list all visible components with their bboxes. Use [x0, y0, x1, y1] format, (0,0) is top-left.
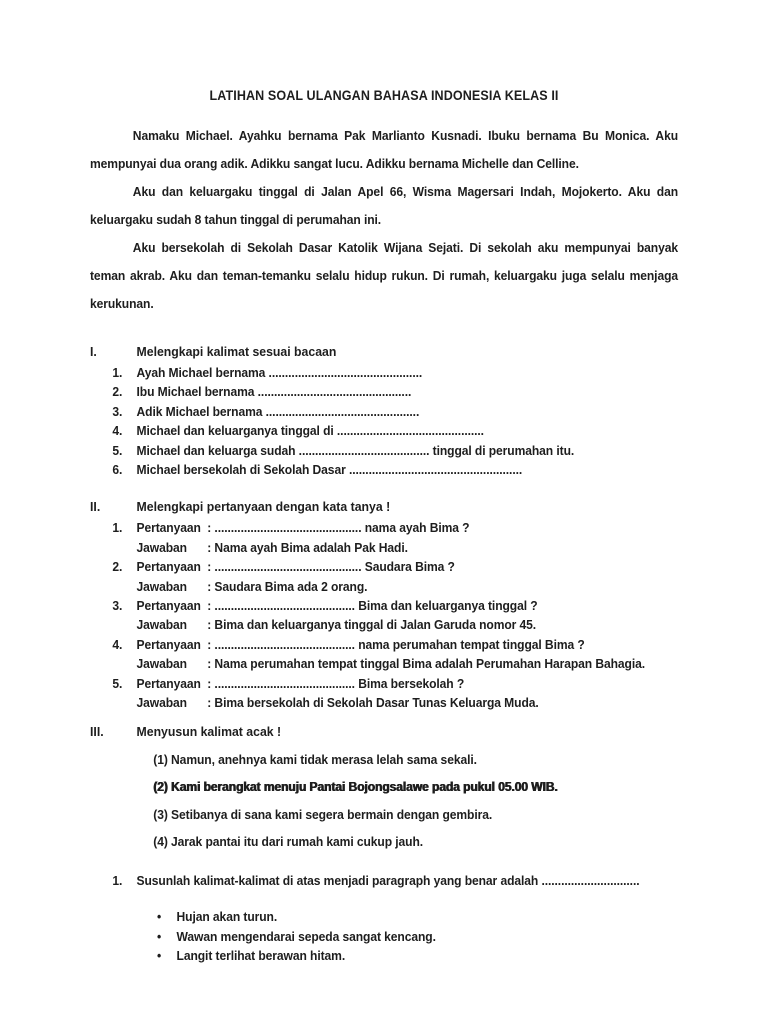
- qa-question-row: [90, 557, 678, 576]
- section-1-list: [90, 363, 678, 479]
- qa-question-row: [90, 596, 678, 615]
- document-content: [90, 86, 678, 966]
- qa-number-empty: [112, 693, 136, 712]
- qa-answer-row: [90, 654, 678, 673]
- section-2-numeral: II.: [90, 499, 101, 515]
- section-1-heading: [90, 342, 678, 362]
- qa-question-text: : ........................................... Bima bersekolah ?: [207, 675, 465, 691]
- section-1-numeral: I.: [90, 344, 97, 359]
- qa-answer-text: : Bima dan keluarganya tinggal di Jalan Garuda nomor 45.: [207, 617, 537, 633]
- qa-answer-label: Jawaban: [136, 539, 187, 555]
- qa-question-label: Pertanyaan: [136, 559, 201, 575]
- qa-question-row: [90, 674, 678, 693]
- qa-number: 3.: [112, 598, 123, 614]
- qa-answer-label: Jawaban: [136, 578, 187, 594]
- item-number: 2.: [112, 384, 123, 400]
- qa-answer-row: [90, 538, 678, 557]
- qa-answer-row: [90, 693, 678, 712]
- bullet-item: • Wawan mengendarai sepeda sangat kencang.: [155, 927, 678, 946]
- item-number: 1.: [112, 365, 123, 380]
- qa-answer-text: : Nama perumahan tempat tinggal Bima adalah Perumahan Harapan Bahagia.: [207, 656, 646, 672]
- qa-number-empty: [112, 654, 136, 673]
- qa-question-label: Pertanyaan: [136, 636, 201, 652]
- section-2: [90, 497, 678, 712]
- section-3-title: Menyusun kalimat acak !: [136, 723, 282, 739]
- fill-in-item: [90, 421, 678, 440]
- scrambled-sentences: [90, 750, 678, 853]
- section-3-numeral: III.: [90, 723, 104, 739]
- qa-question-label: Pertanyaan: [136, 598, 201, 614]
- item-number: 1.: [112, 873, 123, 888]
- fill-in-item: [90, 363, 678, 382]
- qa-answer-text: : Bima bersekolah di Sekolah Dasar Tunas Keluarga Muda.: [207, 695, 539, 711]
- item-number: 6.: [112, 462, 123, 478]
- qa-answer-label: Jawaban: [136, 617, 187, 633]
- fill-in-item: [90, 441, 678, 460]
- qa-question-text: : ............................................. nama ayah Bima ?: [207, 520, 470, 536]
- fill-in-item: [90, 460, 678, 479]
- scrambled-sentence-1: (1) Namun, anehnya kami tidak merasa lelah sama sekali.: [153, 751, 477, 767]
- item-text: Ibu Michael bernama ...............................................: [136, 384, 412, 400]
- reading-paragraph-2: Aku dan keluargaku tinggal di Jalan Apel 66, Wisma Magersari Indah, Mojokerto. Aku dan keluargaku sudah 8 tahun tinggal di perumahan ini.: [90, 184, 679, 227]
- qa-question-text: : ............................................. Saudara Bima ?: [207, 559, 455, 575]
- fill-in-item: [90, 402, 678, 421]
- item-number: 5.: [112, 442, 123, 458]
- item-text: Ayah Michael bernama ...............................................: [136, 365, 423, 380]
- scrambled-sentence-4: (4) Jarak pantai itu dari rumah kami cukup jauh.: [153, 834, 424, 849]
- qa-number: 2.: [112, 559, 123, 575]
- bullet-list: [155, 907, 678, 965]
- item-text: Michael dan keluarganya tinggal di .............................................: [136, 423, 484, 439]
- item-text: Adik Michael bernama ...............................................: [136, 403, 420, 419]
- section-3: [90, 722, 678, 966]
- qa-number: 1.: [112, 520, 123, 536]
- arrange-question-row: [90, 871, 678, 890]
- item-text: Michael dan keluarga sudah ........................................ tinggal di perumahan itu.: [136, 442, 575, 458]
- qa-answer-label: Jawaban: [136, 656, 187, 672]
- qa-answer-row: [90, 615, 678, 634]
- section-2-list: [90, 518, 678, 712]
- arrange-question-text: Susunlah kalimat-kalimat di atas menjadi paragraph yang benar adalah ..............................: [136, 873, 640, 888]
- qa-number-empty: [112, 538, 136, 557]
- qa-question-label: Pertanyaan: [136, 675, 201, 691]
- qa-question-text: : ........................................... nama perumahan tempat tinggal Bima ?: [207, 636, 585, 652]
- fill-in-item: [90, 382, 678, 401]
- qa-number-empty: [112, 615, 136, 634]
- item-number: 3.: [112, 403, 123, 419]
- section-3-heading: [90, 722, 678, 742]
- scrambled-sentence-2: (2) Kami berangkat menuju Pantai Bojongsalawe pada pukul 05.00 WIB.: [153, 779, 558, 794]
- qa-number: 5.: [112, 675, 123, 691]
- section-2-heading: [90, 497, 678, 517]
- section-1-title: Melengkapi kalimat sesuai bacaan: [136, 344, 337, 359]
- section-1: [90, 342, 678, 479]
- scrambled-sentence-3: (3) Setibanya di sana kami segera bermain dengan gembira.: [153, 806, 493, 822]
- item-number: 4.: [112, 423, 123, 439]
- document-title: LATIHAN SOAL ULANGAN BAHASA INDONESIA KELAS II: [209, 88, 559, 103]
- qa-question-label: Pertanyaan: [136, 520, 201, 536]
- qa-question-text: : ........................................... Bima dan keluarganya tinggal ?: [207, 598, 538, 614]
- bullet-item: • Hujan akan turun.: [155, 907, 678, 926]
- qa-answer-text: : Saudara Bima ada 2 orang.: [207, 578, 368, 594]
- qa-number: 4.: [112, 636, 123, 652]
- qa-question-row: [90, 635, 678, 654]
- item-text: Michael bersekolah di Sekolah Dasar .....................................................: [136, 462, 523, 478]
- reading-passage: [90, 122, 678, 318]
- qa-answer-label: Jawaban: [136, 695, 187, 711]
- reading-paragraph-3: Aku bersekolah di Sekolah Dasar Katolik Wijana Sejati. Di sekolah aku mempunyai banyak teman akrab. Aku dan teman-temanku selalu hidup rukun. Di rumah, keluargaku juga selalu menjaga kerukunan.: [90, 240, 679, 311]
- qa-answer-row: [90, 577, 678, 596]
- qa-answer-text: : Nama ayah Bima adalah Pak Hadi.: [207, 539, 408, 555]
- section-2-title: Melengkapi pertanyaan dengan kata tanya !: [136, 499, 391, 515]
- qa-question-row: [90, 518, 678, 537]
- qa-number-empty: [112, 577, 136, 596]
- bullet-item: • Langit terlihat berawan hitam.: [155, 946, 678, 965]
- reading-paragraph-1: Namaku Michael. Ayahku bernama Pak Marlianto Kusnadi. Ibuku bernama Bu Monica. Aku mempunyai dua orang adik. Adikku sangat lucu. Adikku bernama Michelle dan Celline.: [90, 128, 679, 171]
